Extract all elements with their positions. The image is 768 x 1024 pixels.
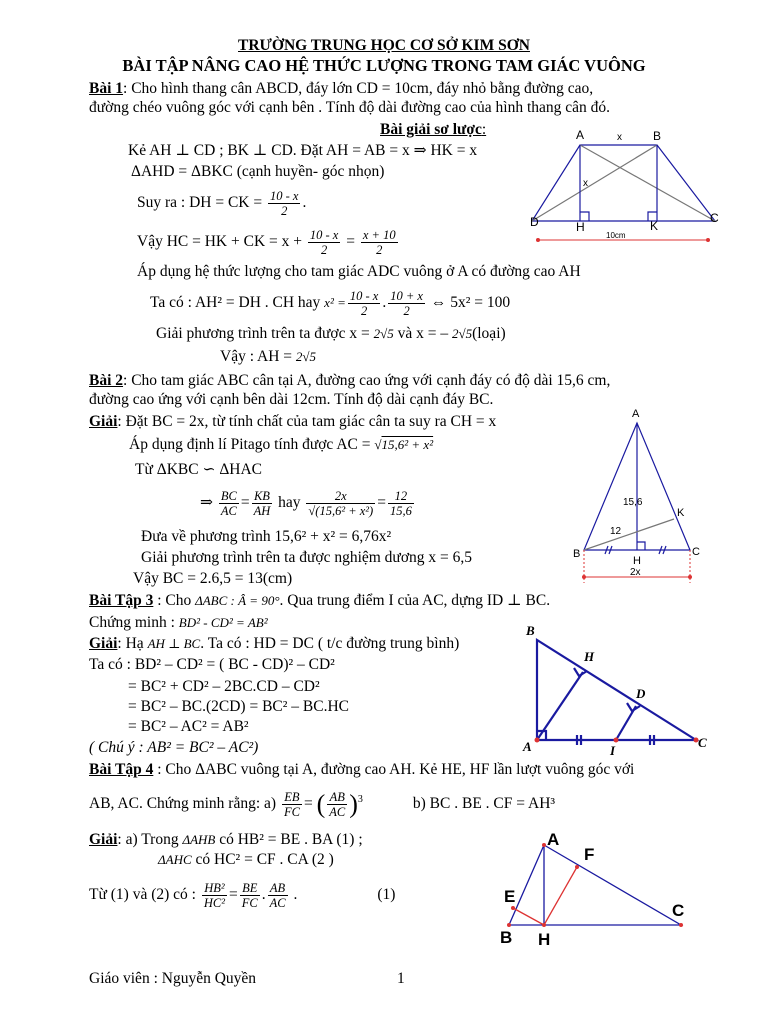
fig1-label-a: A: [576, 128, 585, 142]
solution-3-line-1: Giải: Hạ AH ⊥ BC. Ta có : HD = DC ( t/c đường trung bình): [89, 635, 460, 652]
fig3-label-c: C: [698, 735, 707, 750]
fig4-label-a: A: [547, 830, 560, 849]
fig3-label-b: B: [526, 623, 535, 638]
fig1-label-x-top: x: [617, 132, 622, 143]
problem-4-statement: Bài Tập 4 : Cho ΔABC vuông tại A, đường cao AH. Kẻ HE, HF lần lượt vuông góc với: [89, 761, 635, 778]
fig2-label-b: B: [573, 548, 581, 560]
fig2-label-c: C: [692, 546, 700, 558]
solution-1-heading: Bài giải sơ lược:: [380, 121, 487, 138]
problem-2-statement: Bài 2: Cho tam giác ABC cân tại A, đường cao ứng với cạnh đáy có độ dài 15,6 cm,: [89, 372, 611, 389]
solution-2-line-1: Giải: Đặt BC = 2x, từ tính chất của tam giác cân ta suy ra CH = x: [89, 413, 497, 430]
fig4-label-h: H: [538, 930, 551, 949]
fig2-label-12: 12: [610, 526, 622, 537]
fig4-label-f: F: [584, 845, 595, 864]
figure-right-triangle-4: [495, 825, 695, 955]
solution-2-line-5: Đưa về phương trình 15,6² + x² = 6,76x²: [141, 528, 392, 545]
fig2-label-height: 15,6: [623, 497, 643, 508]
solution-1-line-2: ΔAHD = ΔBKC (cạnh huyền- góc nhọn): [131, 163, 385, 180]
solution-3-line-3: = BC² + CD² – 2BC.CD – CD²: [128, 678, 320, 695]
solution-4-line-1: Giải: a) Trong ΔAHB có HB² = BE . BA (1) ;: [89, 831, 363, 848]
solution-1-line-8: Vậy : AH = 2√5: [220, 348, 317, 365]
fig4-label-b: B: [500, 928, 513, 947]
fig1-label-length: 10cm: [606, 231, 626, 240]
fig3-label-d: D: [636, 686, 646, 701]
solution-3-line-5: = BC² – AC² = AB²: [128, 718, 249, 735]
fig2-label-a: A: [632, 408, 640, 420]
solution-3-line-2: Ta có : BD² – CD² = ( BC - CD)² – CD²: [89, 656, 335, 673]
solution-1-line-4: Vậy HC = HK + CK = x + $\frac{10 - x}{2}$ = $\frac{x + 10}{2}$: [137, 227, 396, 257]
solution-2-line-6: Giải phương trình trên ta được nghiệm dương x = 6,5: [141, 549, 473, 566]
school-name: TRƯỜNG TRUNG HỌC CƠ SỞ KIM SƠN: [238, 37, 530, 54]
solution-4-line-3: Từ (1) và (2) có : $\frac{\text{HB²}}{\text{HC²}}$ = $\frac{BE}{FC}$ . $\frac{AB}{AC}$ . (1): [89, 880, 396, 910]
footer-page-number: 1: [397, 970, 405, 987]
solution-2-line-3: Từ ΔKBC ∽ ΔHAC: [135, 461, 263, 478]
fig1-label-b: B: [653, 129, 662, 143]
footer-teacher: Giáo viên : Nguyễn Quyền: [89, 970, 257, 987]
fig1-label-k: K: [650, 219, 659, 233]
fig3-label-i: I: [610, 743, 616, 758]
solution-2-line-4: ⇒ $\frac{BC}{AC}$ = $\frac{KB}{AH}$ hay $\frac{2x}{\text{√(15,6² + x²)}}$ = $\frac{12}{15,6}$: [200, 488, 412, 518]
fig1-label-c: C: [710, 211, 719, 225]
solution-3-note: ( Chú ý : AB² = BC² – AC²): [89, 739, 259, 756]
fig2-label-base: 2x: [630, 567, 641, 578]
solution-1-line-7: Giải phương trình trên ta được x = 2√5 và x = – 2√5(loại): [156, 325, 506, 342]
page-title: BÀI TẬP NÂNG CAO HỆ THỨC LƯỢNG TRONG TAM GIÁC VUÔNG: [122, 56, 646, 75]
figure-isosceles-triangle: [570, 405, 710, 585]
solution-2-line-7: Vậy BC = 2.6,5 = 13(cm): [133, 570, 293, 587]
fig4-label-c: C: [672, 901, 685, 920]
figure-right-triangle-3: [520, 620, 720, 760]
problem-1-statement: Bài 1: Cho hình thang cân ABCD, đáy lớn CD = 10cm, đáy nhỏ bằng đường cao,: [89, 80, 594, 97]
problem-2-statement-2: đường cao ứng với cạnh bên dài 12cm. Tính độ dài cạnh đáy BC.: [89, 391, 494, 408]
solution-2-line-2: Áp dụng định lí Pitago tính được AC = √15,6² + x²: [129, 436, 434, 453]
solution-1-line-5: Áp dụng hệ thức lượng cho tam giác ADC vuông ở A có đường cao AH: [137, 263, 581, 280]
problem-3-prove: Chứng minh : BD² - CD² = AB²: [89, 614, 268, 631]
fig4-label-e: E: [504, 887, 516, 906]
problem-3-statement: Bài Tập 3 : Cho ΔABC : Â = 90°. Qua trung điểm I của AC, dựng ID ⊥ BC.: [89, 592, 551, 609]
problem-1-statement-2: đường chéo vuông góc với cạnh bên . Tính độ dài đường cao của hình thang cân đó.: [89, 99, 611, 116]
figure-trapezoid: [520, 125, 720, 245]
solution-4-line-2: ΔAHC có HC² = CF . CA (2 ): [158, 851, 334, 868]
solution-3-line-4: = BC² – BC.(2CD) = BC² – BC.HC: [128, 698, 349, 715]
fig1-label-h: H: [576, 220, 585, 234]
solution-1-line-6: Ta có : AH² = DH . CH hay x² = $\frac{10 - x}{2}$ . $\frac{10 + x}{2}$ ⇔ 5x² = 100: [150, 288, 511, 318]
fig3-label-a: A: [523, 739, 532, 754]
fig2-label-h: H: [633, 555, 641, 567]
fig3-label-h: H: [584, 649, 595, 664]
fig1-label-d: D: [530, 215, 539, 229]
fig2-label-k: K: [677, 507, 685, 519]
problem-4-statement-2: AB, AC. Chứng minh rằng: a) $\frac{EB}{FC}$ = ( $\frac{AB}{AC}$ )$^3$ b) BC . BE . CF = AH³: [89, 789, 556, 819]
fig1-label-x-side: x: [583, 178, 588, 189]
solution-1-line-1: Kẻ AH ⊥ CD ; BK ⊥ CD. Đặt AH = AB = x ⇒ HK = x: [128, 142, 478, 159]
solution-1-line-3: Suy ra : DH = CK = $\frac{10 - x}{2}$ .: [137, 188, 307, 218]
